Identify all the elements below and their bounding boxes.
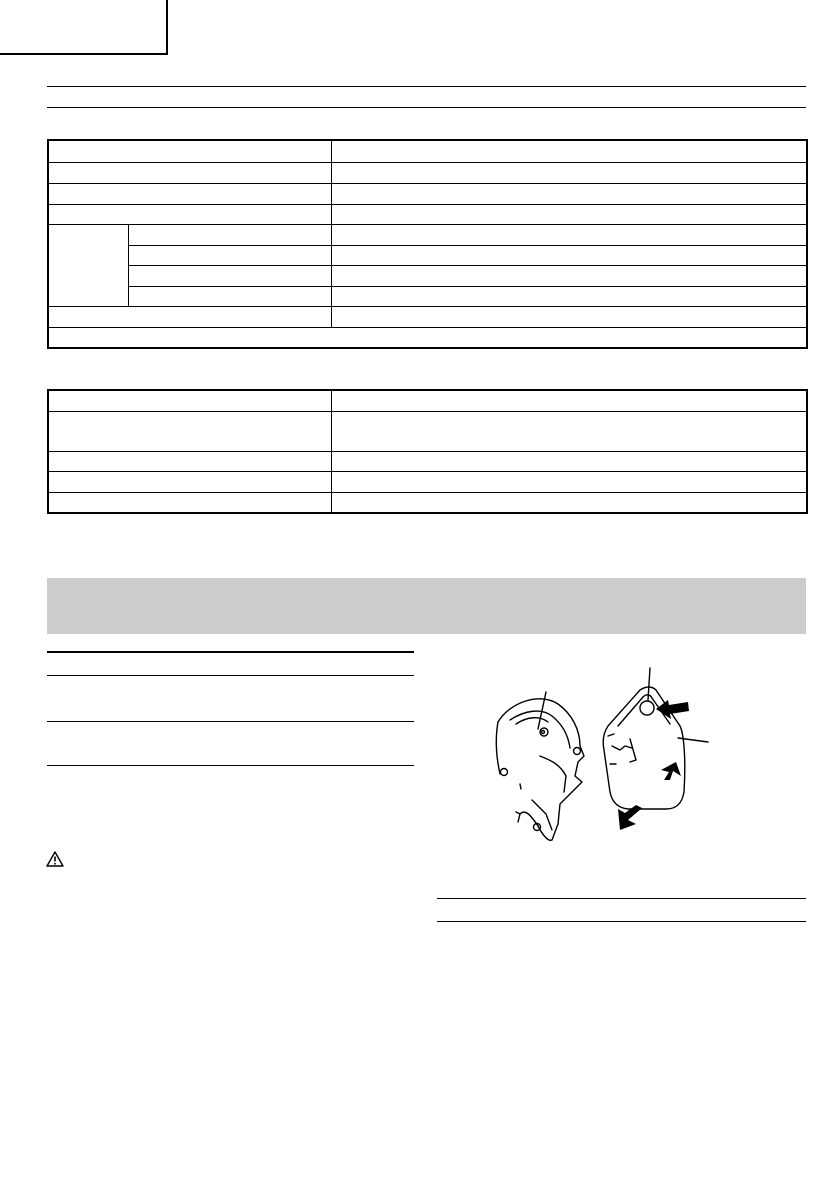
spec-group-label [48,224,128,306]
table-row [48,327,807,348]
table-row [48,162,807,183]
spec-value [331,306,807,327]
spec-value [331,286,807,306]
header-rule-bottom [47,107,806,108]
spec-value [331,204,807,224]
table-row [48,183,807,204]
spec-value [331,471,807,492]
spec-value [331,162,807,183]
table-row [48,140,807,162]
spec-value [331,492,807,513]
right-column-rule-2 [437,921,806,922]
spec-value [331,183,807,204]
table-row [48,451,807,471]
spec-label [48,204,331,224]
left-column-rule-4 [47,765,414,766]
spec-label [48,140,331,162]
spec-value [331,451,807,471]
table-row [48,286,807,306]
spec-value [331,224,807,245]
table-row [48,224,807,245]
spec-label [48,492,331,513]
left-column-rule-1 [47,651,414,653]
spec-value [331,411,807,451]
spec-sublabel [128,265,331,286]
spec-label [48,411,331,451]
table-row [48,306,807,327]
battery-insertion-figure [480,664,740,849]
spec-label [48,162,331,183]
section-heading-band [47,578,806,634]
table-row [48,265,807,286]
spec-label [48,306,331,327]
table-row [48,245,807,265]
spec-label [48,390,331,411]
spec-sublabel [128,245,331,265]
left-column-rule-3 [47,721,414,722]
spec-note [48,327,807,348]
page-tab-frame [0,0,168,55]
header-rule-top [47,86,806,87]
table-row [48,471,807,492]
left-column-rule-2 [47,675,414,676]
table-row [48,492,807,513]
spec-value [331,245,807,265]
table-row [48,411,807,451]
spec-label [48,183,331,204]
spec-table-1 [47,139,808,349]
spec-value [331,390,807,411]
spec-value [331,265,807,286]
spec-sublabel [128,286,331,306]
spec-sublabel [128,224,331,245]
spec-label [48,451,331,471]
spec-value [331,140,807,162]
table-row [48,204,807,224]
right-column-rule-1 [437,898,806,899]
table-row [48,390,807,411]
spec-table-2 [47,389,808,514]
spec-label [48,471,331,492]
warning-triangle-icon [46,851,64,867]
